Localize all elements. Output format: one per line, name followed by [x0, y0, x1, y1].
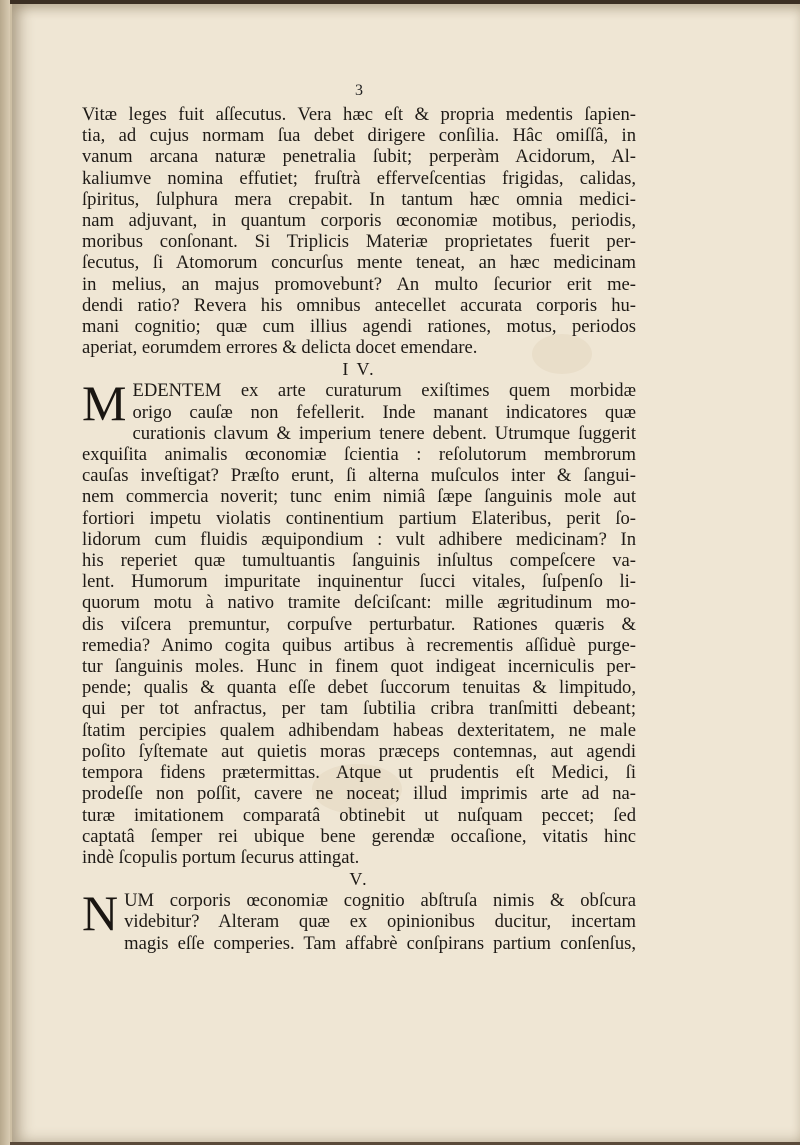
page-text — [82, 80, 636, 954]
text-line: lent. Humorum impuritate inquinentur ſucci vitales, ſuſpenſo li- — [82, 571, 636, 593]
section-heading-iv: I V. — [342, 359, 376, 380]
paragraph-section-v — [82, 885, 636, 954]
text-line: nam adjuvant, in quantum corporis œconomiæ motibus, periodis, — [82, 210, 636, 232]
text-line: UM corporis œconomiæ cognitio abſtruſa nimis & obſcura — [124, 890, 636, 912]
text-line: prodeſſe non poſſit, cavere ne noceat; illud imprimis arte ad na- — [82, 783, 636, 805]
text-line: moribus conſonant. Si Triplicis Materiæ proprietates fuerit per- — [82, 231, 636, 253]
text-line: cauſas inveſtigat? Præſto erunt, ſi alterna muſculos inter & ſangui- — [82, 465, 636, 487]
text-line: ſtatim percipies qualem adhibendam habeas dexteritatem, ne male — [82, 719, 636, 741]
page-number: 3 — [355, 82, 363, 99]
drop-cap: N — [82, 885, 119, 942]
text-line: dis viſcera premuntur, corpuſve perturbatur. Rationes quæris & — [82, 613, 636, 635]
text-line: in melius, an majus promovebunt? An multo ſecurior erit me- — [82, 273, 636, 295]
text-line: pende; qualis & quanta eſſe debet ſuccorum tenuitas & limpitudo, — [82, 677, 636, 699]
book-left-edge — [0, 0, 10, 1145]
paragraph-continued — [82, 104, 636, 358]
text-line: tempora fidens prætermittas. Atque ut prudentis eſt Medici, ſi — [82, 762, 636, 784]
text-line: ſecutus, ſi Atomorum concurſus mente teneat, an hæc medicinam — [82, 252, 636, 274]
text-line: vanum arcana naturæ penetralia ſubit; perperàm Acidorum, Al- — [82, 146, 636, 168]
text-line: quorum motu à nativo tramite deſciſcant: mille ægritudinum mo- — [82, 592, 636, 614]
text-line: captatâ ſemper rei ubique bene gerendæ occaſione, vitatis hinc — [82, 825, 636, 847]
text-line: EDENTEM ex arte curaturum exiſtimes quem morbidæ — [132, 380, 636, 402]
text-line: mani cognitio; quæ cum illius agendi rationes, motus, periodos — [82, 316, 636, 338]
text-line: ſpiritus, ſulphura mera crepabit. In tantum hæc omnia medici- — [82, 188, 636, 210]
text-line: turæ imitationem comparatâ obtinebit ut nuſquam peccet; ſed — [82, 804, 636, 826]
drop-cap: M — [82, 375, 127, 432]
text-line: kaliumve nomina effutiet; fruſtrà efferveſcentias frigidas, calidas, — [82, 167, 636, 189]
paragraph-section-iv — [82, 375, 636, 868]
text-line: remedia? Animo cogita quibus artibus à recrementis aſſiduè purge- — [82, 634, 636, 656]
text-line: exquiſita animalis œconomiæ ſcientia : reſolutorum membrorum — [82, 444, 636, 466]
text-line: aperiat, eorumdem errores & delicta docet emendare. — [82, 337, 478, 359]
text-line: indè ſcopulis portum ſecurus attingat. — [82, 846, 360, 868]
text-line: poſito ſyſtemate aut quietis moras præceps contemnas, aut agendi — [82, 740, 636, 762]
section-heading-v: V. — [349, 869, 369, 890]
text-line: fortiori impetu violatis continentium partium Elateribus, perit ſo- — [82, 507, 636, 529]
text-line: origo cauſæ non fefellerit. Inde manant indicatores quæ — [132, 401, 636, 423]
text-line: dendi ratio? Revera his omnibus antecellet accurata corporis hu- — [82, 294, 636, 316]
text-line: curationis clavum & imperium tenere debent. Utrumque ſuggerit — [132, 422, 636, 444]
text-line: qui per tot anfractus, per tam ſubtilia cribra tranſmitti debeant; — [82, 698, 636, 720]
text-line: lidorum cum fluidis æquipondium : vult adhibere medicinam? In — [82, 528, 636, 550]
text-line: videbitur? Alteram quæ ex opinionibus ducitur, incertam — [124, 911, 636, 933]
text-line: nem commercia noverit; tunc enim nimiâ ſæpe ſanguinis mole aut — [82, 486, 636, 508]
text-line: his reperiet quæ tumultuantis ſanguinis inſultus compeſcere va- — [82, 550, 636, 572]
text-line: tia, ad cujus normam ſua debet dirigere conſilia. Hâc omiſſâ, in — [82, 125, 636, 147]
text-line: magis eſſe comperies. Tam affabrè conſpirans partium conſenſus, — [124, 932, 636, 954]
text-line: tur ſanguinis moles. Hunc in finem quot indigeat incerniculis per- — [82, 656, 636, 678]
text-line: Vitæ leges fuit aſſecutus. Vera hæc eſt & propria medentis ſapien- — [82, 104, 636, 125]
